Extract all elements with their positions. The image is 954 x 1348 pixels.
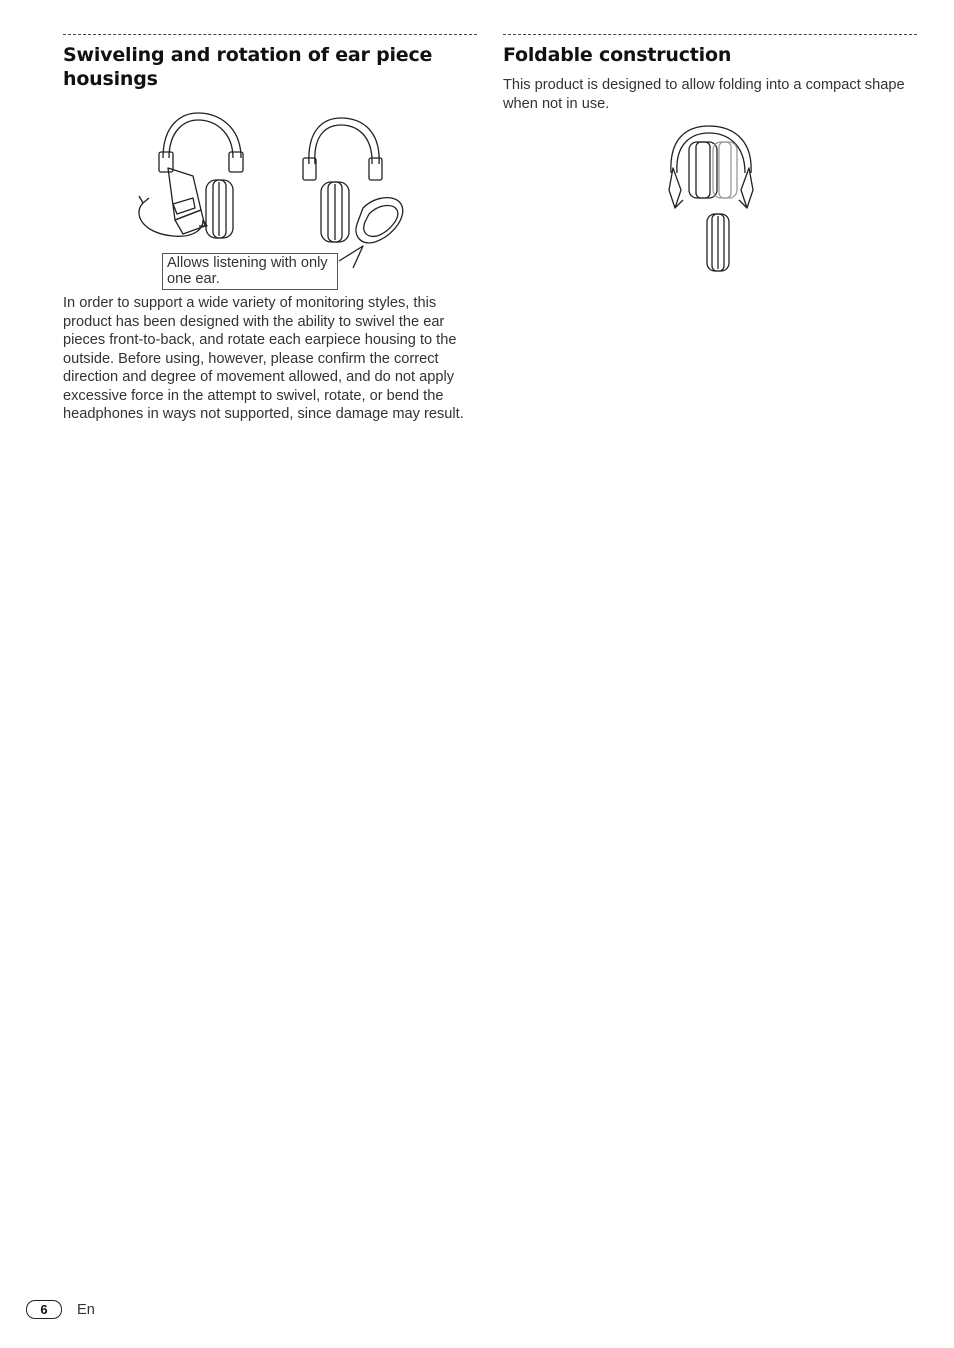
section-body-swivel [63, 294, 477, 424]
body-text-swivel: In order to support a wide variety of monitoring styles, this product has been designed with the ability to swivel the ear pieces front-to-back, and rotate each earpiece housing to the outside. Before using, however, please confirm the correct direction and degree of movement allowed, and do not apply excessive force in the attempt to swivel, rotate, or bend the headphones in ways not supported, since damage may result. [63, 295, 464, 422]
section-heading-swivel: Swiveling and rotation of ear piece housings [63, 44, 433, 90]
section-heading-foldable: Foldable construction [503, 44, 732, 66]
page-number-badge: 6 [26, 1300, 62, 1319]
callout-one-ear: Allows listening with only one ear. [162, 253, 338, 290]
section-foldable [503, 34, 917, 67]
headphones-folded-icon [503, 118, 917, 278]
body-text-foldable: This product is designed to allow folding into a compact shape when not in use. [503, 77, 905, 112]
section-divider [63, 34, 477, 35]
section-body-foldable [503, 76, 917, 113]
section-divider [503, 34, 917, 35]
section-swivel [63, 34, 477, 91]
language-code: En [77, 1301, 95, 1318]
page-footer [26, 1300, 95, 1319]
